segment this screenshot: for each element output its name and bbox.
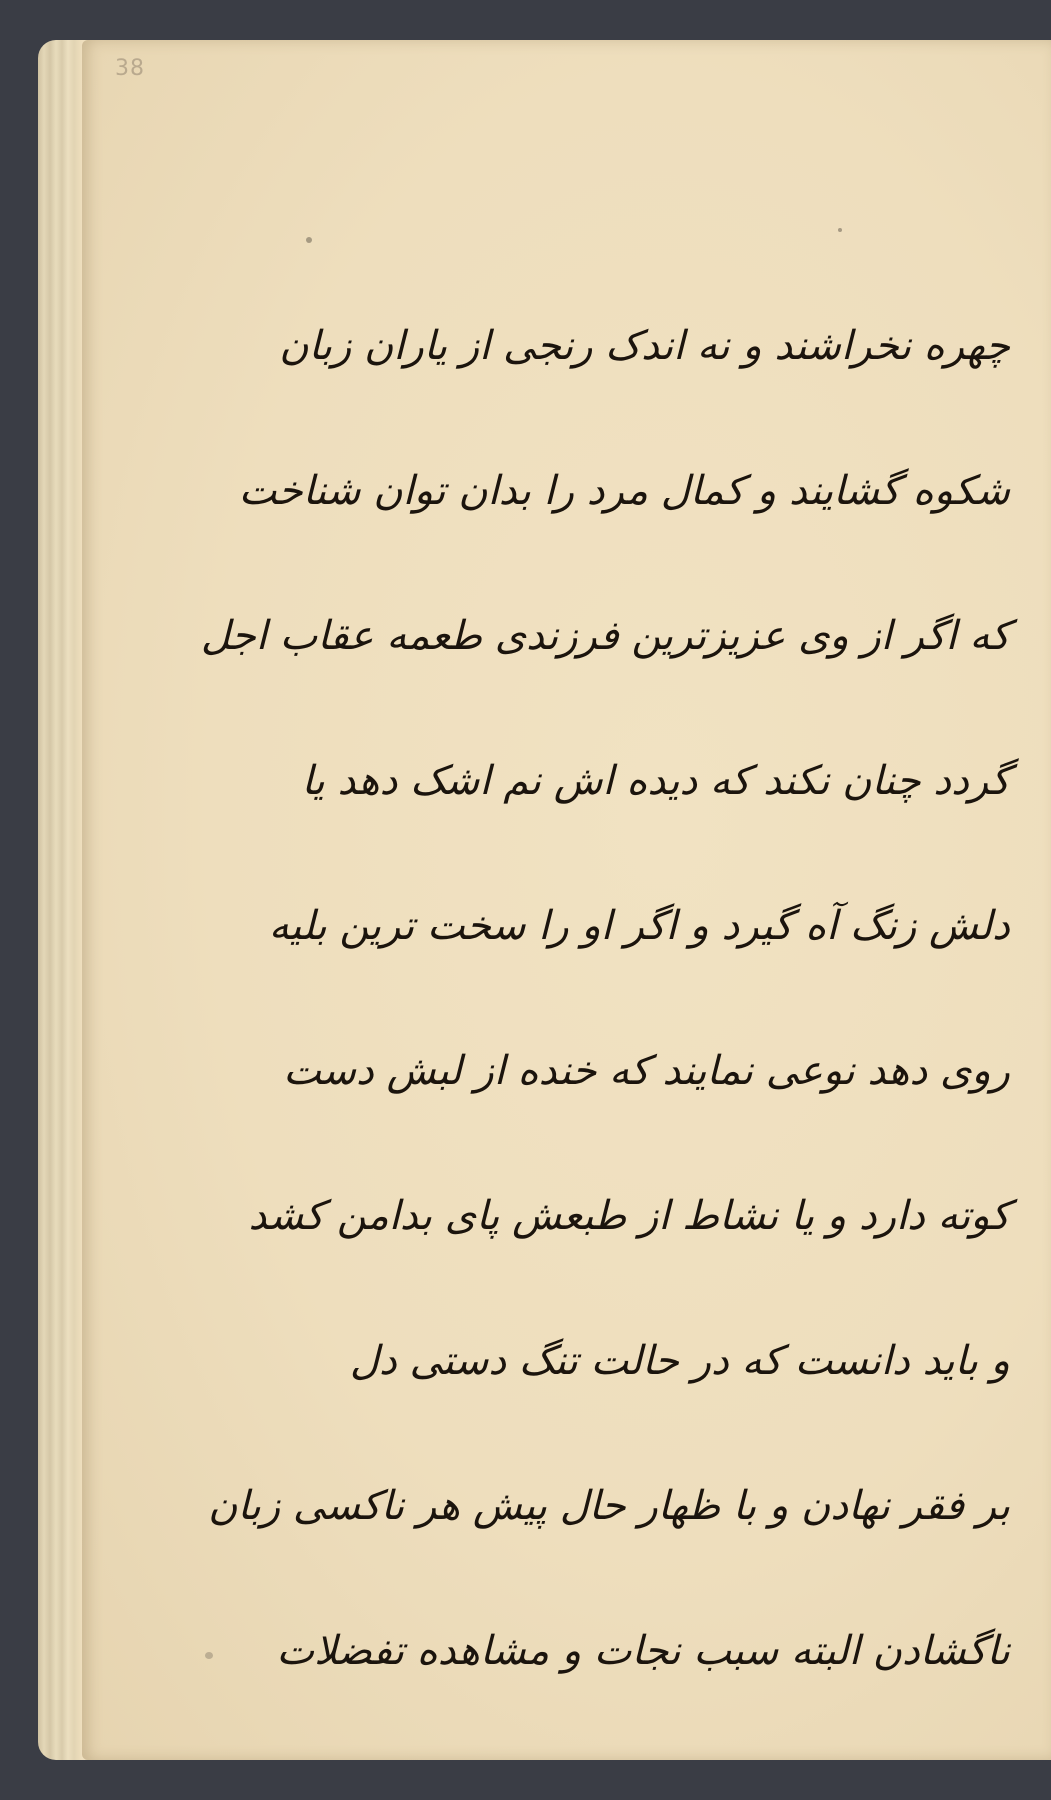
text-line-6: روی دهد نوعی نمایند که خنده از لبش دست bbox=[283, 1048, 1010, 1094]
ink-speck bbox=[205, 1652, 213, 1659]
text-line-10: ناگشادن البته سبب نجات و مشاهده تفضلات bbox=[276, 1628, 1010, 1674]
text-line-5: دلش زنگ آه گیرد و اگر او را سخت ترین بلیه bbox=[268, 903, 1010, 949]
folio-number: 38 bbox=[115, 56, 145, 81]
text-line-9: بر فقر نهادن و با ظهار حال پیش هر ناکسی زبان bbox=[208, 1483, 1010, 1529]
ink-speck bbox=[838, 228, 842, 232]
text-line-4: گردد چنان نکند که دیده اش نم اشک دهد یا bbox=[301, 758, 1010, 804]
text-line-1: چهره نخراشند و نه اندک رنجی از یاران زبان bbox=[279, 323, 1010, 369]
text-line-8: و باید دانست که در حالت تنگ دستی دل bbox=[349, 1338, 1010, 1384]
ink-speck bbox=[306, 237, 312, 243]
text-line-2: شکوه گشایند و کمال مرد را بدان توان شناخت bbox=[238, 468, 1010, 514]
text-line-3: که اگر از وی عزیزترین فرزندی طعمه عقاب اجل bbox=[200, 613, 1010, 659]
manuscript-text bbox=[200, 258, 1010, 1708]
text-line-7: کوته دارد و یا نشاط از طبعش پای بدامن کشد bbox=[248, 1193, 1010, 1239]
